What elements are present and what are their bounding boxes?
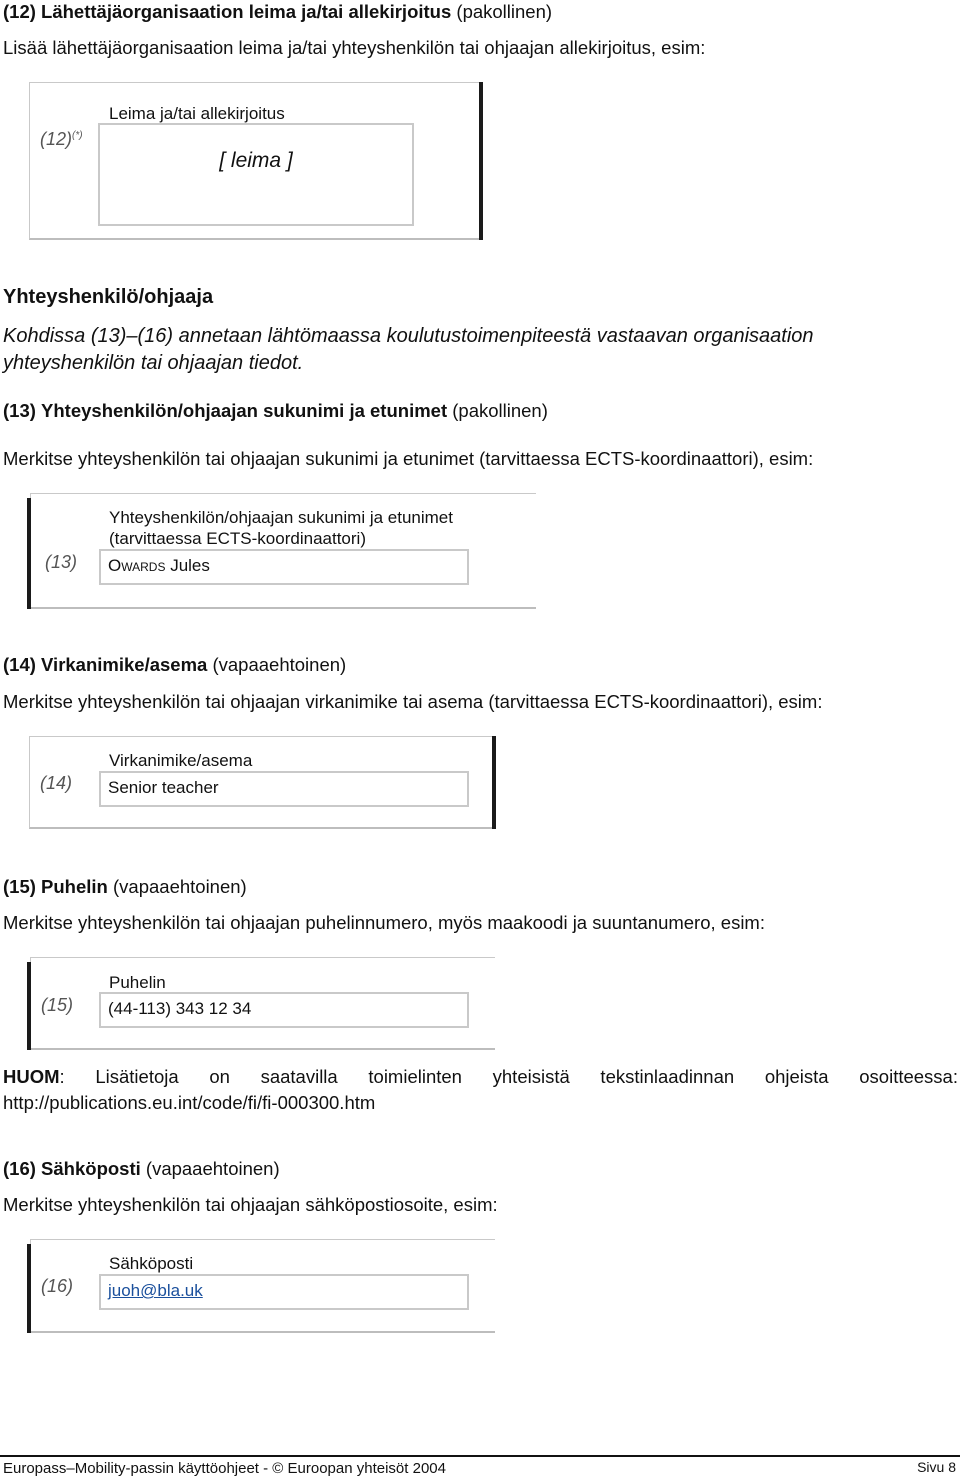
name-field [99, 549, 469, 585]
section-14-heading [3, 654, 346, 676]
section-15-qualifier: (vapaaehtoinen) [113, 876, 247, 897]
section-12-number: (12) [3, 1, 36, 22]
section-14-qualifier: (vapaaehtoinen) [212, 654, 347, 675]
section-13-number: (13) [3, 400, 36, 421]
section-13-title: Yhteyshenkilön/ohjaajan sukunimi ja etunimet [41, 400, 448, 421]
section-14-example-panel [29, 736, 492, 829]
section-13-qualifier: (pakollinen) [452, 400, 548, 421]
section-12-instruction: Lisää lähettäjäorganisaation leima ja/tai yhteyshenkilön tai ohjaajan allekirjoitus, esim: [3, 37, 706, 58]
section-12-example-panel [29, 82, 479, 240]
note-url[interactable]: http://publications.eu.int/code/fi/fi-000300.htm [3, 1092, 376, 1113]
email-field [99, 1274, 469, 1310]
section-16-instruction: Merkitse yhteyshenkilön tai ohjaajan sähköpostiosoite, esim: [3, 1194, 498, 1215]
note-text: : Lisätietoja on saatavilla toimielinten yhteisistä tekstinlaadinnan ohjeista osoitteessa: [59, 1066, 958, 1087]
page-number: Sivu 8 [917, 1459, 956, 1475]
phone-field-label: Puhelin [109, 973, 166, 992]
section-16-title: Sähköposti [41, 1158, 141, 1179]
section-14-title: Virkanimike/asema [41, 654, 208, 675]
section-13-heading [3, 400, 548, 422]
note-paragraph [3, 1064, 958, 1116]
section-12-qualifier: (pakollinen) [456, 1, 553, 22]
section-13-example-panel [30, 493, 536, 609]
panel-number: (13) [45, 552, 78, 572]
stamp-field [98, 123, 414, 226]
stamp-placeholder: [ leima ] [219, 149, 293, 172]
contact-intro: Kohdissa (13)–(16) annetaan lähtömaassa koulutustoimenpiteestä vastaavan organisaation yhteyshenkilön tai ohjaajan tiedot. [3, 325, 814, 374]
section-15-title: Puhelin [41, 876, 108, 897]
email-field-label: Sähköposti [109, 1254, 194, 1273]
section-15-instruction: Merkitse yhteyshenkilön tai ohjaajan puhelinnumero, myös maakoodi ja suuntanumero, esim: [3, 912, 765, 933]
name-field-firstname: Jules [170, 556, 210, 575]
panel-number: (16) [41, 1276, 74, 1296]
section-12-heading [3, 1, 552, 23]
section-14-number: (14) [3, 654, 36, 675]
section-16-number: (16) [3, 1158, 36, 1179]
page-footer [0, 1455, 960, 1481]
panel-edge [492, 736, 496, 829]
panel-edge [479, 82, 483, 240]
section-15-heading [3, 876, 247, 898]
note-label: HUOM [3, 1066, 60, 1087]
panel-edge [27, 1244, 31, 1333]
section-15-example-panel [30, 957, 495, 1050]
footer-text: Europass–Mobility-passin käyttöohjeet - © Euroopan yhteisöt 2004 [3, 1460, 446, 1477]
required-marker: (*) [72, 130, 83, 141]
panel-number: (15) [41, 995, 74, 1015]
phone-field: (44-113) 343 12 34 [99, 992, 469, 1028]
position-field-label: Virkanimike/asema [109, 751, 253, 770]
section-16-heading [3, 1158, 280, 1180]
section-16-qualifier: (vapaaehtoinen) [145, 1158, 280, 1179]
position-field: Senior teacher [99, 771, 469, 807]
panel-number: (14) [40, 773, 73, 793]
panel-number: (12)(*) [40, 129, 83, 149]
section-16-example-panel [30, 1239, 495, 1333]
section-13-instruction: Merkitse yhteyshenkilön tai ohjaajan sukunimi ja etunimet (tarvittaessa ECTS-koordinaattori), esim: [3, 448, 814, 469]
note-line [3, 1064, 958, 1090]
contact-heading: Yhteyshenkilö/ohjaaja [3, 286, 214, 308]
panel-edge [27, 498, 31, 609]
name-field-surname: Owards [108, 556, 166, 575]
panel-edge [27, 962, 31, 1050]
section-15-number: (15) [3, 876, 36, 897]
email-link[interactable]: juoh@bla.uk [108, 1281, 203, 1300]
stamp-field-label: Leima ja/tai allekirjoitus [109, 104, 285, 123]
name-field-label: Yhteyshenkilön/ohjaajan sukunimi ja etunimet (tarvittaessa ECTS-koordinaattori) [109, 508, 453, 548]
section-14-instruction: Merkitse yhteyshenkilön tai ohjaajan virkanimike tai asema (tarvittaessa ECTS-koordinaattori), esim: [3, 691, 823, 712]
section-12-title: Lähettäjäorganisaation leima ja/tai allekirjoitus [41, 1, 452, 22]
